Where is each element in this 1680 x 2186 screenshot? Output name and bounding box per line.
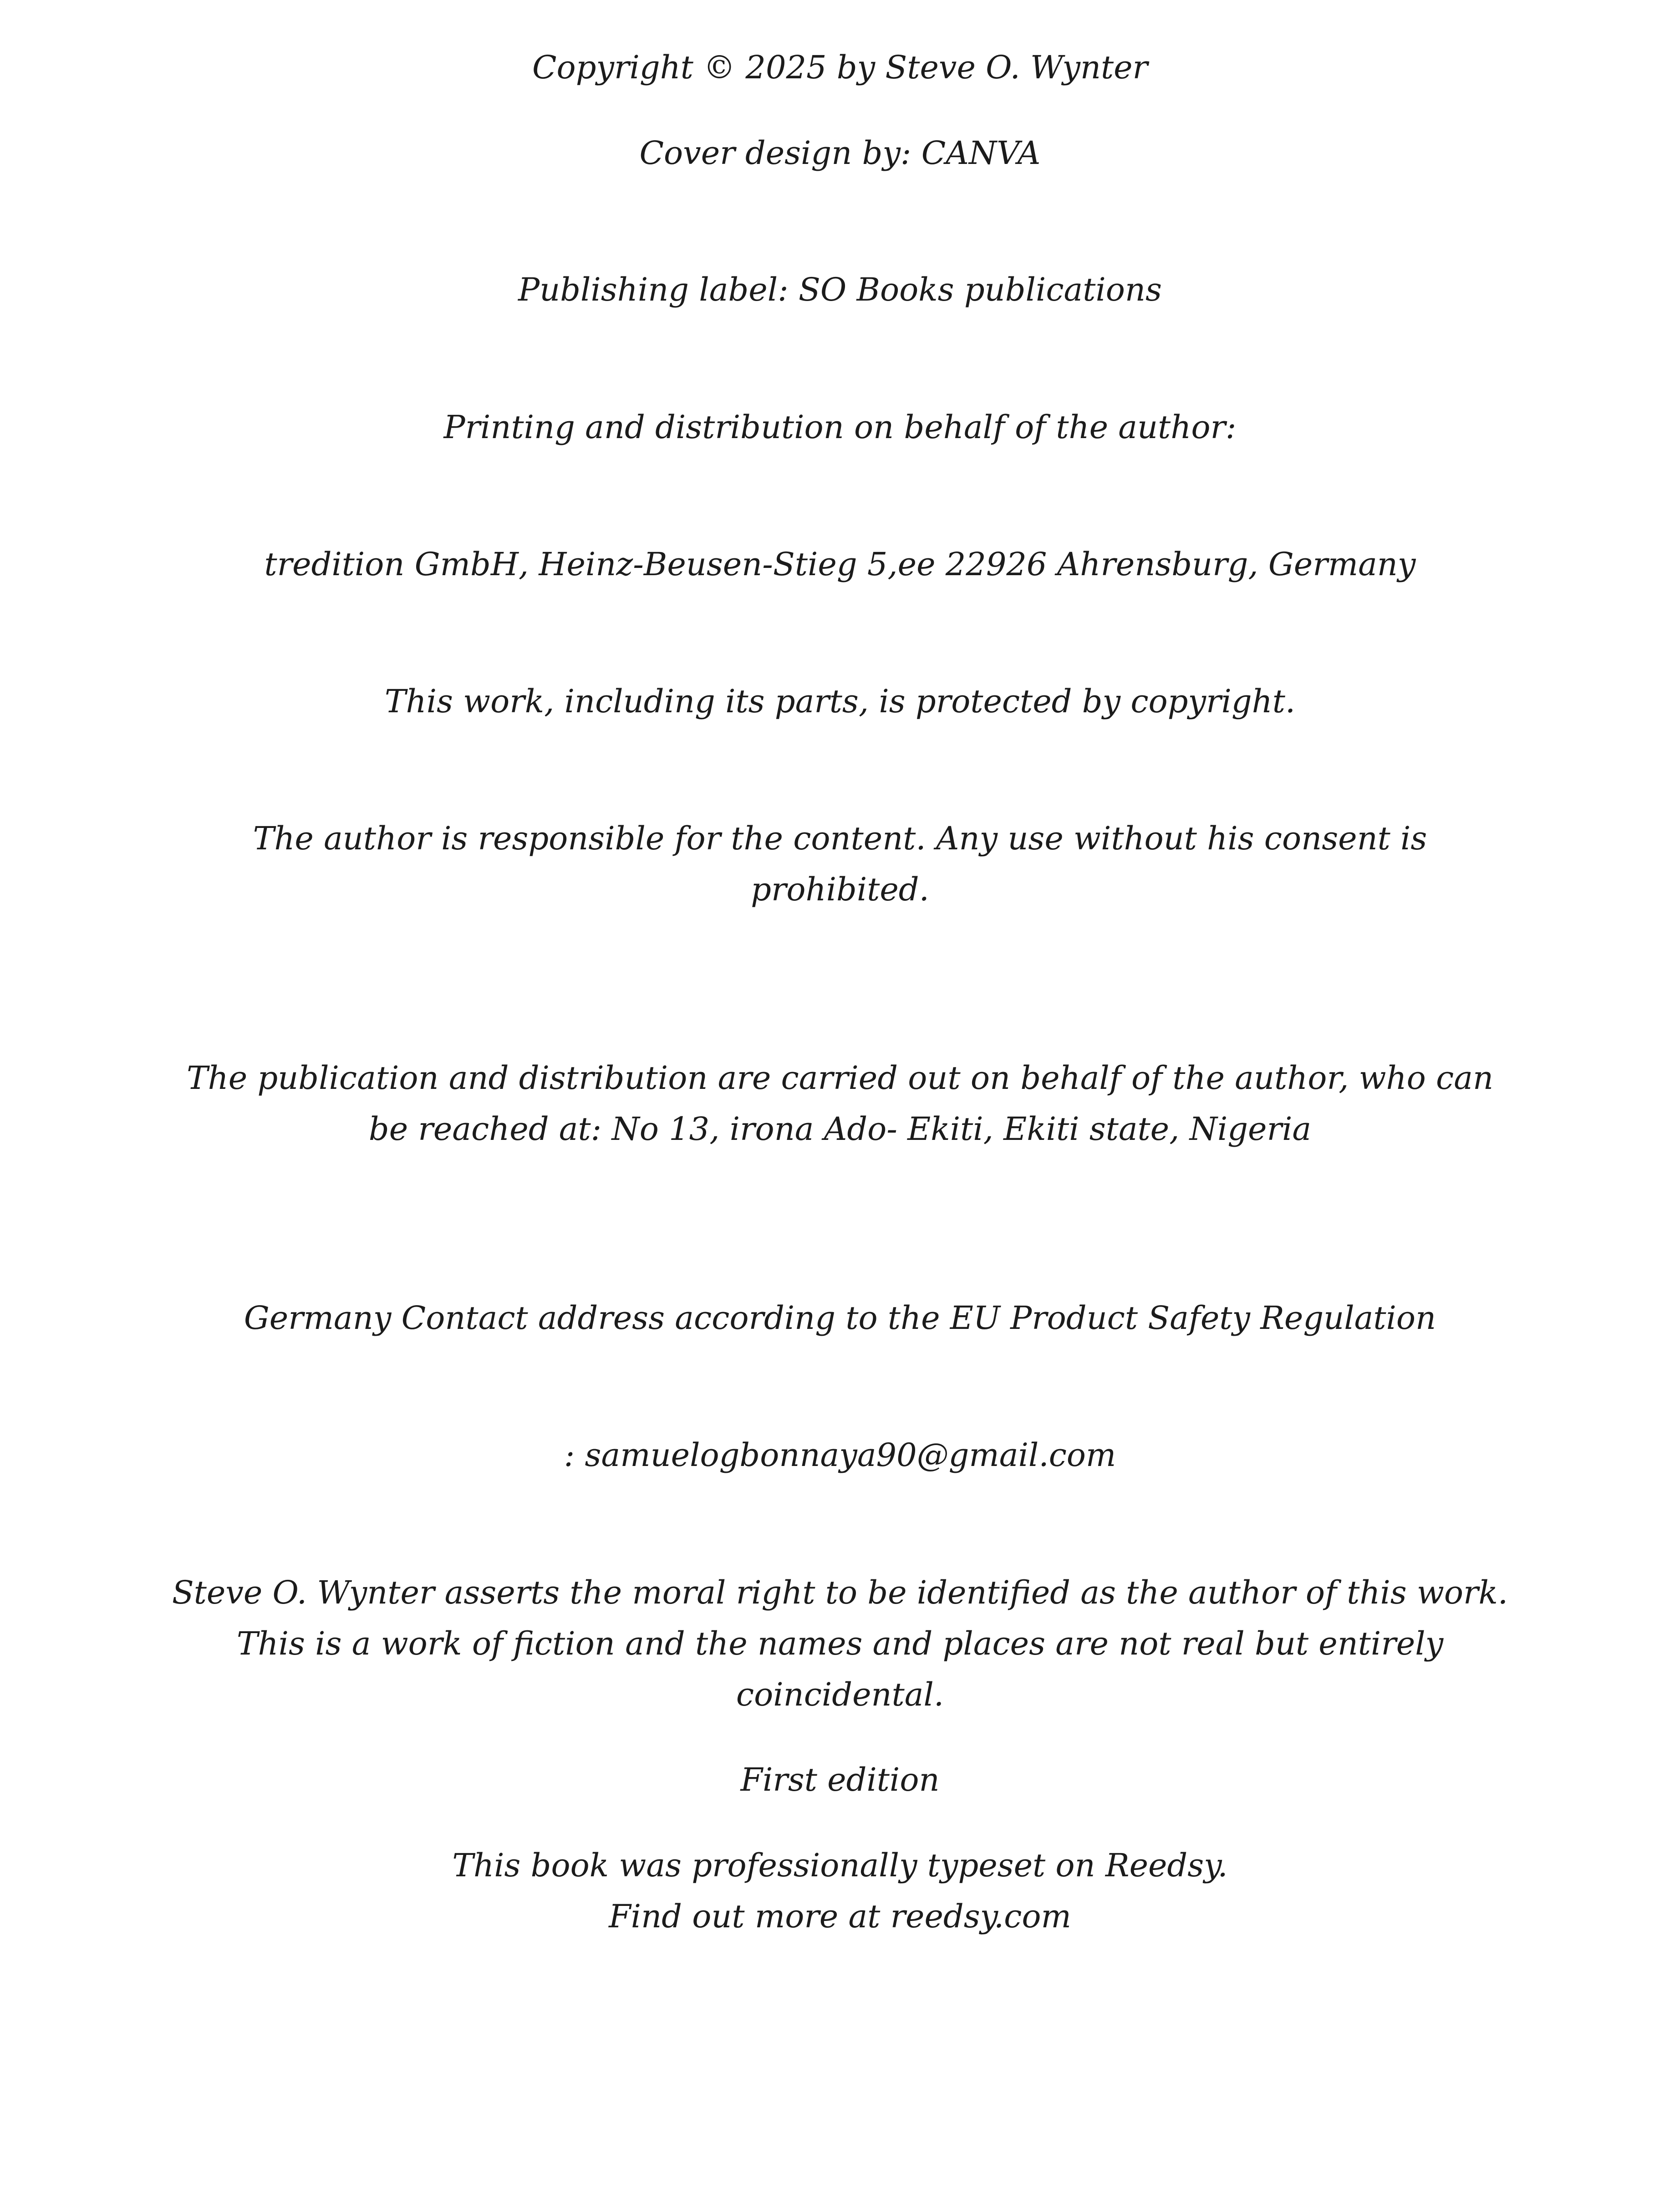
- responsibility-line-1: The author is responsible for the content. Any use without his consent is: [253, 820, 1427, 857]
- cover-design-credit: Cover design by: CANVA: [639, 134, 1041, 172]
- moral-right-line-2: This is a work of fiction and the names and places are not real but entirely: [236, 1625, 1444, 1662]
- moral-right-line-1: Steve O. Wynter asserts the moral right to be identified as the author of this work.: [172, 1574, 1508, 1611]
- printer-address: tredition GmbH, Heinz-Beusen-Stieg 5,ee 22926 Ahrensburg, Germany: [264, 546, 1416, 583]
- edition-statement: First edition: [740, 1761, 940, 1798]
- responsibility-line-2: prohibited.: [751, 871, 929, 908]
- typeset-line-2: Find out more at reedsy.com: [609, 1898, 1071, 1935]
- protected-notice: This work, including its parts, is protected by copyright.: [384, 683, 1296, 720]
- contact-email: : samuelogbonnaya90@gmail.com: [564, 1436, 1116, 1474]
- copyright-notice: Copyright © 2025 by Steve O. Wynter: [532, 49, 1148, 86]
- publishing-label: Publishing label: SO Books publications: [518, 271, 1162, 308]
- publication-line-2: be reached at: No 13, irona Ado- Ekiti, Ekiti state, Nigeria: [368, 1110, 1312, 1148]
- publication-line-1: The publication and distribution are carried out on behalf of the author, who can: [186, 1059, 1494, 1097]
- typeset-line-1: This book was professionally typeset on Reedsy.: [452, 1847, 1228, 1884]
- printing-distribution: Printing and distribution on behalf of the author:: [443, 409, 1237, 446]
- eu-contact-heading: Germany Contact address according to the EU Product Safety Regulation: [244, 1299, 1436, 1337]
- moral-right-line-3: coincidental.: [736, 1676, 944, 1713]
